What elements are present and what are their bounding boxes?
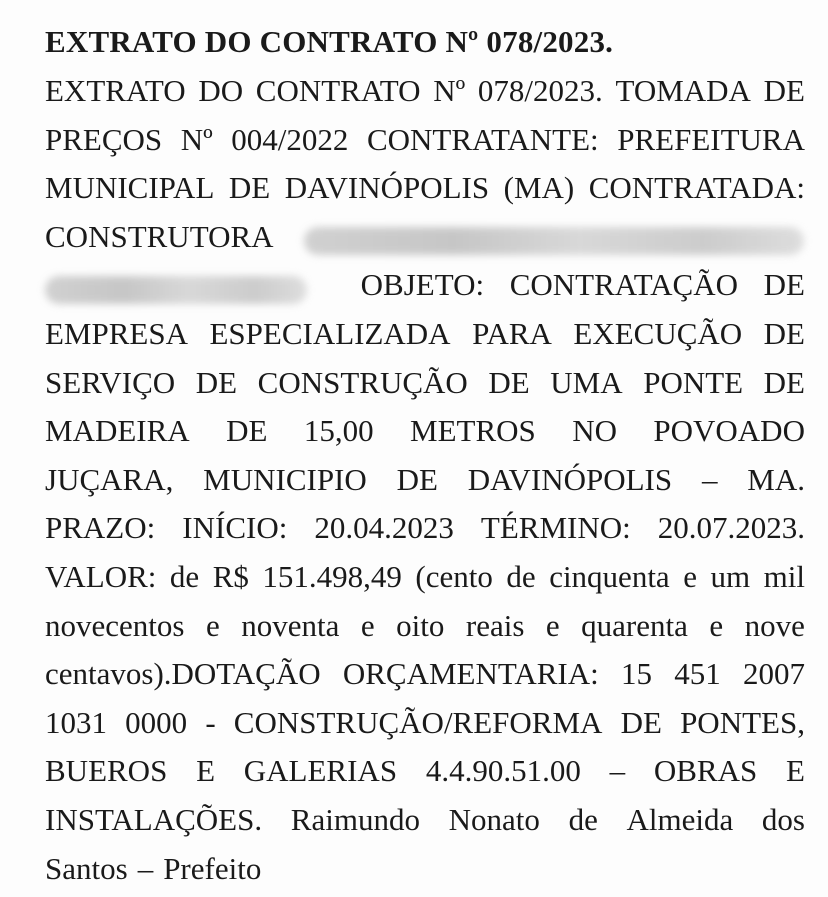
word: 4.4.90.51.00	[426, 751, 581, 791]
word: BUEROS	[45, 751, 167, 791]
word: CONTRATADA:	[589, 168, 805, 208]
word: PREÇOS	[45, 120, 162, 160]
word: PREFEITURA	[617, 120, 805, 160]
word: DE	[764, 71, 805, 111]
text-line	[45, 703, 805, 752]
word: um	[711, 557, 751, 597]
word: –	[610, 751, 626, 791]
text-line	[45, 168, 805, 217]
word: dos	[762, 800, 805, 840]
word: 20.07.2023.	[658, 508, 805, 548]
text-line	[45, 751, 805, 800]
word: DE	[226, 411, 267, 451]
text-line	[45, 71, 805, 120]
redacted-text	[304, 227, 804, 255]
word: reais	[466, 606, 525, 646]
word: CONTRATANTE:	[367, 120, 599, 160]
word: 20.04.2023	[314, 508, 454, 548]
word: e	[361, 606, 375, 646]
word: noventa	[241, 606, 339, 646]
word: –	[138, 849, 154, 889]
word: CONTRATO	[256, 71, 421, 111]
word: NO	[572, 411, 617, 451]
word: TÉRMINO:	[481, 508, 631, 548]
word: nove	[745, 606, 805, 646]
text-line	[45, 557, 805, 606]
word: e	[206, 606, 220, 646]
contract-extract	[45, 22, 805, 897]
text-line	[45, 800, 805, 849]
word: cinquenta	[549, 557, 670, 597]
word: Nº	[433, 71, 465, 111]
word: POVOADO	[653, 411, 805, 451]
word: INÍCIO:	[182, 508, 287, 548]
word: centavos).DOTAÇÃO	[45, 654, 321, 694]
word: -	[205, 703, 215, 743]
document-title: EXTRATO DO CONTRATO Nº 078/2023.	[45, 22, 805, 62]
word: DE	[621, 703, 662, 743]
text-line	[45, 654, 805, 703]
word: 151.498,49	[262, 557, 402, 597]
word: EXTRATO	[45, 71, 186, 111]
word: GALERIAS	[244, 751, 397, 791]
text-line	[45, 120, 805, 169]
word: JUÇARA,	[45, 460, 173, 500]
word: oito	[396, 606, 444, 646]
word: 004/2022	[231, 120, 348, 160]
text-line	[45, 460, 805, 509]
word: CONSTRUÇÃO/REFORMA	[234, 703, 603, 743]
word: DE	[764, 314, 805, 354]
word: E	[786, 751, 805, 791]
word: UMA	[550, 363, 622, 403]
text-line	[45, 411, 805, 460]
word: EMPRESA	[45, 314, 188, 354]
word: 15,00	[304, 411, 374, 451]
word: Nonato	[449, 800, 540, 840]
word: CONTRATAÇÃO	[510, 265, 738, 305]
word: OBRAS	[654, 751, 757, 791]
word: quarenta	[581, 606, 688, 646]
word: DE	[397, 460, 438, 500]
word: DE	[488, 363, 529, 403]
word: DE	[229, 168, 270, 208]
word: ORÇAMENTARIA:	[343, 654, 599, 694]
word: MUNICIPIO	[203, 460, 367, 500]
text-line	[45, 508, 805, 557]
text-line	[45, 849, 805, 897]
word: MA.	[747, 460, 805, 500]
word: de	[170, 557, 199, 597]
word: DAVINÓPOLIS	[285, 168, 489, 208]
word: 15	[621, 654, 652, 694]
word: e	[546, 606, 560, 646]
word: Almeida	[627, 800, 734, 840]
word: INSTALAÇÕES.	[45, 800, 262, 840]
word: SERVIÇO	[45, 363, 175, 403]
word: PARA	[472, 314, 552, 354]
word: DE	[196, 363, 237, 403]
word: e	[683, 557, 697, 597]
word: Nº	[181, 120, 213, 160]
word: MADEIRA	[45, 411, 190, 451]
text-line	[45, 606, 805, 655]
word: –	[702, 460, 718, 500]
word: novecentos	[45, 606, 184, 646]
word: 1031	[45, 703, 107, 743]
word: (MA)	[504, 168, 575, 208]
text-line	[45, 363, 805, 412]
word: EXECUÇÃO	[573, 314, 742, 354]
word: DAVINÓPOLIS	[468, 460, 672, 500]
word: MUNICIPAL	[45, 168, 214, 208]
word: PONTE	[643, 363, 743, 403]
word: mil	[764, 557, 805, 597]
word: METROS	[410, 411, 536, 451]
word: E	[196, 751, 215, 791]
word: 078/2023.	[478, 71, 603, 111]
word: TOMADA	[615, 71, 751, 111]
word: 451	[674, 654, 721, 694]
word: de	[569, 800, 598, 840]
word: DE	[764, 363, 805, 403]
word: de	[506, 557, 535, 597]
word: CONSTRUÇÃO	[258, 363, 468, 403]
word: CONSTRUTORA	[45, 217, 274, 257]
word: DO	[198, 71, 243, 111]
text-line	[45, 314, 805, 363]
text-line	[45, 265, 805, 314]
word: R$	[213, 557, 249, 597]
word: ESPECIALIZADA	[209, 314, 450, 354]
word: PONTES,	[680, 703, 805, 743]
word: VALOR:	[45, 557, 156, 597]
text-line	[45, 217, 805, 266]
word: Raimundo	[291, 800, 420, 840]
word: 2007	[743, 654, 805, 694]
word: (cento	[415, 557, 492, 597]
word: 0000	[125, 703, 187, 743]
word: Prefeito	[163, 849, 261, 889]
word: PRAZO:	[45, 508, 155, 548]
document-body	[45, 71, 805, 897]
word: e	[709, 606, 723, 646]
word: OBJETO:	[361, 265, 484, 305]
word: Santos	[45, 849, 128, 889]
redacted-text	[45, 276, 307, 304]
word: DE	[764, 265, 805, 305]
